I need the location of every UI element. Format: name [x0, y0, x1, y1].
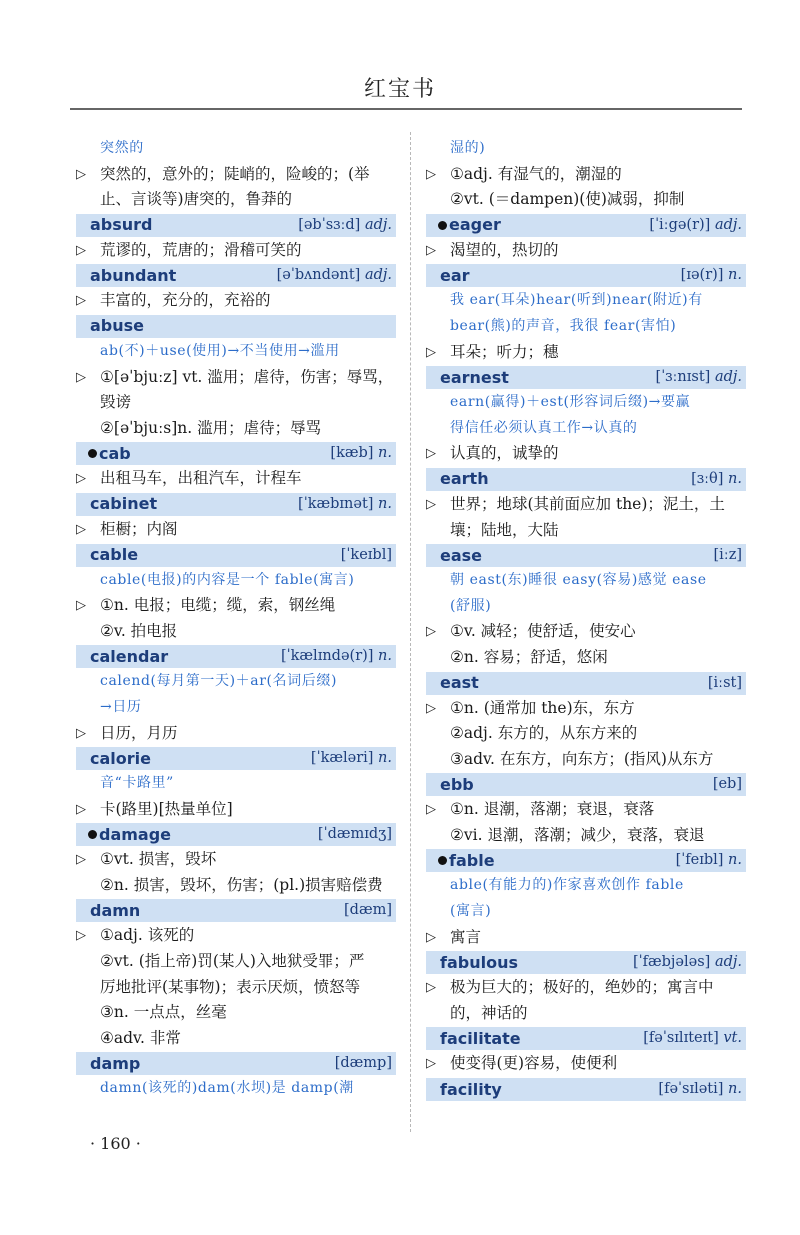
key-word-bullet-icon: [88, 449, 97, 458]
definition-line: [426, 696, 746, 722]
definition-text: ①adj. 该死的: [100, 926, 195, 945]
definition-triangle-icon: ▷: [76, 369, 86, 385]
key-word-bullet-icon: [438, 221, 447, 230]
headword: [90, 492, 157, 516]
definition-line: [426, 162, 746, 188]
pronunciation-and-pos: [298, 493, 392, 516]
pronunciation-and-pos: [713, 773, 742, 796]
definition-text: 耳朵；听力；穗: [450, 342, 559, 361]
mnemonic-note: →日历: [100, 698, 142, 715]
definition-triangle-icon: ▷: [76, 598, 86, 614]
phonetic-transcription: [ˈɜːnɪst]: [655, 369, 711, 386]
definition-triangle-icon: ▷: [426, 446, 436, 462]
mnemonic-note: 突然的: [100, 140, 144, 156]
definition-text: 出租马车，出租汽车，计程车: [100, 469, 302, 488]
definition-line: [426, 340, 746, 366]
headword-text: abuse: [90, 316, 145, 336]
phonetic-transcription: [fəˈsɪləti]: [658, 1081, 724, 1098]
mnemonic-note: 朝 east(东)睡很 easy(容易)感觉 ease: [450, 572, 707, 589]
header-rule: [70, 108, 742, 110]
headword-text: facilitate: [440, 1028, 521, 1048]
entry-headword-bar: [426, 1027, 746, 1050]
definition-line: [76, 517, 396, 543]
definition-line: [76, 721, 396, 747]
entry-headword-bar: [426, 366, 746, 389]
part-of-speech: n.: [378, 445, 392, 462]
headword-text: fabulous: [440, 952, 518, 972]
entry-headword-bar: [76, 315, 396, 338]
definition-continuation: ②adj. 东方的，从东方来的: [450, 724, 638, 743]
definition-triangle-icon: ▷: [426, 624, 436, 640]
definition-continuation: ②vt. (＝dampen)(使)减弱，抑制: [450, 190, 685, 209]
definition-triangle-icon: ▷: [426, 166, 436, 182]
definition-text: ①n. 电报；电缆；缆，索，钢丝绳: [100, 596, 336, 615]
mnemonic-note: 我 ear(耳朵)hear(听到)near(附近)有: [450, 292, 703, 309]
mnemonic-note: (舒服): [450, 597, 492, 614]
headword-text: cable: [90, 545, 139, 565]
column-divider: [410, 132, 411, 1132]
mnemonic-note: damn(该死的)dam(水坝)是 damp(潮: [100, 1080, 354, 1097]
headword-text: ebb: [440, 774, 474, 794]
headword-text: calendar: [90, 646, 169, 666]
entry-headword-bar: [76, 1052, 396, 1075]
mnemonic-note: cable(电报)的内容是一个 fable(寓言): [100, 571, 355, 588]
phonetic-transcription: [ˈfeɪbl]: [675, 852, 724, 869]
headword-text: earnest: [440, 367, 509, 387]
definition-text: ①[əˈbjuːz] vt. 滥用；虐待，伤害；辱骂，: [100, 367, 394, 386]
mnemonic-note: able(有能力的)作家喜欢创作 fable: [450, 877, 684, 894]
part-of-speech: adj.: [364, 267, 392, 284]
definition-text: ①adj. 有湿气的，潮湿的: [450, 164, 622, 183]
phonetic-transcription: [ˈfæbjələs]: [633, 954, 711, 971]
headword-text: facility: [440, 1079, 502, 1099]
headword: [440, 366, 509, 390]
headword-text: cab: [99, 443, 131, 463]
definition-triangle-icon: ▷: [426, 700, 436, 716]
definition-continuation: ②n. 损害，毁坏，伤害；(pl.)损害赔偿费: [100, 875, 383, 894]
left-column: [76, 136, 396, 1102]
phonetic-transcription: [əbˈsɜːd]: [298, 216, 361, 233]
definition-text: ①n. 退潮，落潮；衰退，衰落: [450, 800, 655, 819]
definition-continuation: ②v. 拍电报: [100, 621, 178, 640]
definition-continuation: ④adv. 非常: [100, 1028, 181, 1047]
phonetic-transcription: [ɪə(r)]: [680, 267, 724, 284]
definition-continuation: 壤；陆地，大陆: [450, 520, 559, 539]
definition-line: [426, 492, 746, 518]
phonetic-transcription: [ˈdæmɪdʒ]: [317, 826, 392, 843]
definition-text: 卡(路里)[热量单位]: [100, 799, 233, 818]
pronunciation-and-pos: [298, 214, 392, 237]
pronunciation-and-pos: [277, 264, 392, 287]
definition-triangle-icon: ▷: [76, 928, 86, 944]
definition-text: 世界；地球(其前面应加 the)；泥土，土: [450, 494, 725, 513]
headword: [90, 543, 138, 567]
definition-continuation: ③n. 一点点，丝毫: [100, 1003, 227, 1022]
definition-line: [426, 797, 746, 823]
pronunciation-and-pos: [714, 544, 742, 567]
phonetic-transcription: [əˈbʌndənt]: [276, 267, 361, 284]
definition-line: [76, 365, 396, 391]
headword: [90, 747, 151, 771]
definition-text: ①n. (通常加 the)东，东方: [450, 698, 635, 717]
headword-text: damage: [99, 824, 172, 844]
entry-headword-bar: [76, 747, 396, 770]
definition-text: 使变得(更)容易，使便利: [450, 1054, 618, 1073]
entry-headword-bar: [426, 672, 746, 695]
definition-text: ①v. 减轻；使舒适，使安心: [450, 622, 636, 641]
definition-continuation: ②[əˈbjuːs]n. 滥用；虐待；辱骂: [100, 418, 322, 437]
headword: [90, 645, 168, 669]
phonetic-transcription: [ˈkæləri]: [310, 750, 374, 767]
part-of-speech: adj.: [714, 954, 742, 971]
definition-text: 荒谬的，荒唐的；滑稽可笑的: [100, 240, 302, 259]
definition-triangle-icon: ▷: [426, 980, 436, 996]
right-column: [426, 136, 746, 1102]
definition-line: [426, 975, 746, 1001]
pronunciation-and-pos: [633, 951, 742, 974]
definition-text: ①vt. 损害，毁坏: [100, 850, 217, 869]
definition-text: 认真的，诚挚的: [450, 444, 559, 463]
entry-headword-bar: [426, 951, 746, 974]
mnemonic-note: 音“卡路里”: [100, 775, 174, 792]
headword: [90, 1052, 140, 1076]
pronunciation-and-pos: [344, 899, 392, 922]
pronunciation-and-pos: [341, 544, 392, 567]
definition-text: 突然的，意外的；陡峭的，险峻的；(举: [100, 164, 370, 183]
phonetic-transcription: [iːst]: [707, 674, 742, 691]
phonetic-transcription: [eb]: [712, 776, 742, 793]
entry-headword-bar: [426, 773, 746, 796]
definition-continuation: 毁谤: [100, 393, 132, 412]
part-of-speech: n.: [378, 750, 392, 767]
definition-line: [76, 923, 396, 949]
definition-line: [426, 238, 746, 264]
definition-text: 柜橱；内阁: [100, 519, 178, 538]
headword: [440, 264, 470, 288]
headword-text: earth: [440, 469, 489, 489]
headword-text: abundant: [90, 265, 177, 285]
part-of-speech: n.: [728, 1081, 742, 1098]
definition-line: [426, 441, 746, 467]
definition-line: [76, 593, 396, 619]
definition-line: [76, 797, 396, 823]
pronunciation-and-pos: [281, 645, 392, 668]
phonetic-transcription: [iːz]: [713, 547, 742, 564]
headword: [440, 1078, 502, 1102]
headword-text: damn: [90, 900, 141, 920]
entry-headword-bar: [76, 823, 396, 846]
mnemonic-note: earn(赢得)＋est(形容词后缀)→要赢: [450, 394, 691, 411]
definition-triangle-icon: ▷: [426, 802, 436, 818]
definition-triangle-icon: ▷: [426, 1056, 436, 1072]
definition-triangle-icon: ▷: [76, 521, 86, 537]
definition-line: [76, 288, 396, 314]
definition-continuation: ②vt. (指上帝)罚(某人)入地狱受罪；严: [100, 952, 365, 971]
phonetic-transcription: [ˈkæbɪnət]: [298, 495, 374, 512]
headword-text: cabinet: [90, 494, 158, 514]
definition-line: [426, 619, 746, 645]
entry-headword-bar: [76, 214, 396, 237]
definition-line: [76, 162, 396, 188]
phonetic-transcription: [kæb]: [330, 445, 374, 462]
headword: [440, 773, 474, 797]
headword: [90, 899, 140, 923]
definition-triangle-icon: ▷: [76, 242, 86, 258]
part-of-speech: n.: [728, 470, 742, 487]
pronunciation-and-pos: [643, 1027, 742, 1050]
headword-text: ease: [440, 545, 483, 565]
entry-headword-bar: [76, 264, 396, 287]
entry-headword-bar: [426, 1078, 746, 1101]
definition-continuation: 止、言谈等)唐突的，鲁莽的: [100, 190, 293, 209]
page-header-title: 红宝书: [363, 77, 436, 102]
headword: [438, 213, 501, 237]
headword: [438, 849, 495, 873]
page-number: · 160 ·: [90, 1134, 141, 1153]
headword-text: ear: [440, 265, 470, 285]
headword: [90, 213, 153, 237]
pronunciation-and-pos: [318, 823, 392, 846]
pronunciation-and-pos: [681, 264, 742, 287]
entry-headword-bar: [426, 468, 746, 491]
part-of-speech: vt.: [723, 1030, 742, 1047]
headword: [440, 951, 518, 975]
headword-text: east: [440, 673, 479, 692]
key-word-bullet-icon: [438, 856, 447, 865]
mnemonic-note: 湿的): [450, 140, 486, 156]
definition-triangle-icon: ▷: [76, 471, 86, 487]
part-of-speech: adj.: [714, 369, 742, 386]
phonetic-transcription: [ɜːθ]: [691, 470, 724, 487]
key-word-bullet-icon: [88, 830, 97, 839]
definition-triangle-icon: ▷: [426, 496, 436, 512]
pronunciation-and-pos: [656, 366, 742, 389]
definition-triangle-icon: ▷: [76, 166, 86, 182]
definition-triangle-icon: ▷: [76, 293, 86, 309]
headword-text: calorie: [90, 748, 151, 768]
phonetic-transcription: [dæmp]: [334, 1055, 392, 1072]
part-of-speech: n.: [728, 852, 742, 869]
definition-line: [76, 238, 396, 264]
pronunciation-and-pos: [649, 214, 742, 237]
headword-text: fable: [449, 850, 495, 870]
pronunciation-and-pos: [708, 672, 742, 695]
entry-headword-bar: [76, 544, 396, 567]
pronunciation-and-pos: [335, 1052, 392, 1075]
pronunciation-and-pos: [691, 468, 742, 491]
definition-triangle-icon: ▷: [426, 344, 436, 360]
phonetic-transcription: [ˈkeɪbl]: [340, 546, 392, 563]
part-of-speech: adj.: [364, 216, 392, 233]
definition-text: 极为巨大的；极好的，绝妙的；寓言中: [450, 978, 714, 997]
entry-headword-bar: [76, 645, 396, 668]
definition-text: 渴望的，热切的: [450, 240, 559, 259]
definition-line: [76, 847, 396, 873]
phonetic-transcription: [fəˈsɪlɪteɪt]: [643, 1030, 719, 1047]
definition-line: [426, 925, 746, 951]
pronunciation-and-pos: [676, 849, 742, 872]
definition-triangle-icon: ▷: [76, 801, 86, 817]
pronunciation-and-pos: [311, 747, 392, 770]
headword: [90, 314, 144, 338]
entry-headword-bar: [426, 214, 746, 237]
headword-text: absurd: [90, 215, 153, 235]
definition-triangle-icon: ▷: [426, 929, 436, 945]
definition-triangle-icon: ▷: [426, 242, 436, 258]
definition-text: 寓言: [450, 927, 482, 946]
headword: [88, 823, 171, 847]
entry-headword-bar: [76, 493, 396, 516]
definition-continuation: ②n. 容易；舒适，悠闲: [450, 647, 608, 666]
part-of-speech: n.: [728, 267, 742, 284]
mnemonic-note: (寓言): [450, 903, 492, 920]
entry-headword-bar: [76, 442, 396, 465]
headword: [440, 671, 479, 695]
pronunciation-and-pos: [658, 1078, 742, 1101]
entry-headword-bar: [426, 544, 746, 567]
entry-headword-bar: [426, 264, 746, 287]
headword: [440, 467, 489, 491]
mnemonic-note: ab(不)＋use(使用)→不当使用→滥用: [100, 342, 340, 359]
definition-continuation: ②vi. 退潮，落潮；减少，衰落，衰退: [450, 825, 705, 844]
definition-line: [426, 1051, 746, 1077]
entry-headword-bar: [76, 899, 396, 922]
headword-text: damp: [90, 1053, 141, 1073]
definition-continuation: 的，神话的: [450, 1003, 528, 1022]
phonetic-transcription: [ˈiːgə(r)]: [649, 216, 711, 233]
definition-continuation: ③adv. 在东方，向东方；(指风)从东方: [450, 749, 714, 768]
mnemonic-note: 得信任必须认真工作→认真的: [450, 419, 638, 436]
headword: [440, 1027, 521, 1051]
mnemonic-note: calend(每月第一天)＋ar(名词后缀): [100, 673, 338, 690]
headword: [88, 442, 131, 466]
definition-text: 丰富的，充分的，充裕的: [100, 291, 271, 310]
headword-text: eager: [449, 215, 501, 235]
definition-text: 日历，月历: [100, 723, 178, 742]
pronunciation-and-pos: [330, 442, 392, 465]
definition-triangle-icon: ▷: [76, 725, 86, 741]
headword: [440, 544, 482, 568]
part-of-speech: n.: [378, 648, 392, 665]
headword: [90, 264, 176, 288]
phonetic-transcription: [dæm]: [344, 902, 392, 919]
definition-line: [76, 466, 396, 492]
definition-triangle-icon: ▷: [76, 852, 86, 868]
phonetic-transcription: [ˈkælɪndə(r)]: [281, 648, 374, 665]
definition-continuation: 厉地批评(某事物)；表示厌烦，愤怒等: [100, 977, 361, 996]
mnemonic-note: bear(熊)的声音，我很 fear(害怕): [450, 317, 677, 334]
part-of-speech: adj.: [714, 216, 742, 233]
part-of-speech: n.: [378, 495, 392, 512]
entry-headword-bar: [426, 849, 746, 872]
